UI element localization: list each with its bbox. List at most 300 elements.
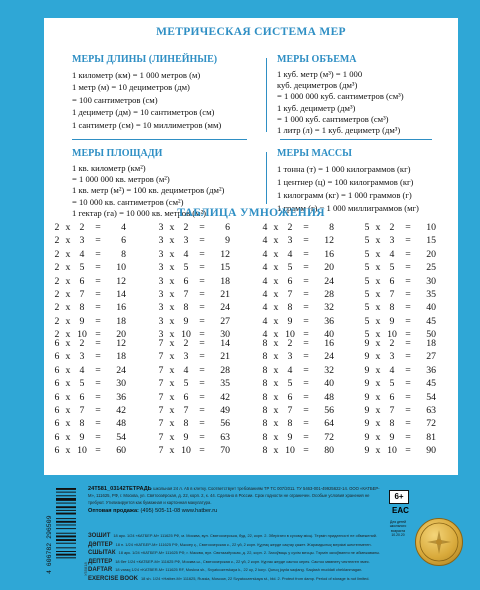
multiplication-cell: = [199, 329, 205, 341]
multiplication-cell: 20 [116, 329, 126, 341]
multiplication-cell: 4 [389, 364, 395, 376]
multiplication-cell: x [375, 262, 381, 274]
multiplication-cell: 56 [220, 418, 230, 430]
product-description [88, 486, 384, 507]
multiplication-cell: 35 [220, 378, 230, 390]
multiplication-row [362, 337, 436, 350]
multiplication-row [156, 337, 230, 350]
multiplication-cell: x [65, 288, 71, 300]
section-title-volume: МЕРЫ ОБЪЕМА [277, 54, 357, 65]
multiplication-cell: 7 [79, 404, 85, 416]
multiplication-cell: = [405, 378, 411, 390]
multiplication-column-2 [52, 221, 126, 342]
page-title: МЕТРИЧЕСКАЯ СИСТЕМА МЕР [156, 26, 346, 38]
multiplication-cell: = [303, 391, 309, 403]
multiplication-cell: = [405, 248, 411, 260]
multiplication-cell: 5 [79, 378, 85, 390]
multiplication-cell: = [199, 248, 205, 260]
multiplication-cell: x [273, 391, 279, 403]
multiplication-cell: x [65, 378, 71, 390]
multiplication-cell: 8 [262, 391, 268, 403]
multiplication-cell: = [303, 315, 309, 327]
multiplication-cell: x [273, 235, 279, 247]
multiplication-cell: x [65, 222, 71, 233]
divider-vertical-top [266, 58, 267, 132]
barcode-bar [56, 543, 76, 544]
multiplication-cell: x [273, 404, 279, 416]
multiplication-cell: x [169, 222, 175, 233]
multiplication-cell: x [375, 391, 381, 403]
multiplication-cell: 9 [183, 431, 189, 443]
multiplication-cell: = [303, 262, 309, 274]
multiplication-cell: x [375, 302, 381, 314]
multiplication-cell: x [169, 288, 175, 300]
multiplication-row [156, 377, 230, 390]
multiplication-cell: 9 [364, 391, 370, 403]
multiplication-cell: x [375, 275, 381, 287]
multiplication-row [156, 234, 230, 247]
multiplication-cell: x [65, 248, 71, 260]
multiplication-cell: 25 [426, 262, 436, 274]
brand-text: 18 бет 1/24 «КАТБЕР-М» 111625 РФ, Москва ш., Святоозерская к., 22 үй, 2 корп. Кургак жерде сактоо керек. Сактоо мөөнөтү чектелген эмес. [115, 558, 370, 564]
multiplication-cell: 50 [426, 329, 436, 341]
volume-line: 1 литр (л) = 1 куб. дециметр (дм³) [277, 125, 401, 136]
multiplication-row [260, 315, 334, 328]
barcode-bar [56, 533, 76, 534]
gold-medal-icon [415, 518, 463, 566]
multiplication-cell: 5 [79, 262, 85, 274]
multiplication-cell: = [95, 262, 101, 274]
multiplication-row [260, 337, 334, 350]
multiplication-cell: x [273, 288, 279, 300]
multiplication-cell: 8 [389, 302, 395, 314]
multiplication-cell: 36 [324, 315, 334, 327]
multiplication-cell: 4 [262, 222, 268, 233]
multiplication-cell: x [65, 445, 71, 457]
multiplication-row [260, 248, 334, 261]
multiplication-cell: 8 [79, 302, 85, 314]
multiplication-cell: 7 [287, 288, 293, 300]
multiplication-cell: x [375, 351, 381, 363]
multiplication-cell: x [65, 235, 71, 247]
multiplication-cell: 15 [220, 262, 230, 274]
multiplication-cell: = [95, 222, 101, 233]
divider-horizontal-right [280, 139, 432, 140]
multiplication-cell: 10 [387, 329, 397, 341]
multiplication-cell: 6 [183, 275, 189, 287]
multiplication-cell: 8 [262, 364, 268, 376]
section-title-area: МЕРЫ ПЛОЩАДИ [72, 148, 163, 159]
barcode-bar [56, 535, 76, 537]
multiplication-cell: = [95, 288, 101, 300]
multiplication-cell: 12 [324, 235, 334, 247]
multiplication-cell: x [273, 315, 279, 327]
multiplication-cell: 14 [220, 338, 230, 349]
multiplication-cell: 2 [54, 288, 60, 300]
multiplication-cell: = [303, 431, 309, 443]
multiplication-cell: 4 [79, 364, 85, 376]
multiplication-row [52, 248, 126, 261]
multiplication-cell: = [405, 288, 411, 300]
multiplication-cell: = [405, 351, 411, 363]
multiplication-cell: 9 [79, 431, 85, 443]
multiplication-cell: = [405, 391, 411, 403]
length-line: 1 дециметр (дм) = 10 сантиметров (см) [72, 107, 215, 118]
multiplication-row [362, 288, 436, 301]
multiplication-cell: 6 [54, 431, 60, 443]
multiplication-cell: 6 [54, 445, 60, 457]
multiplication-cell: 8 [183, 302, 189, 314]
multiplication-row [52, 431, 126, 444]
multiplication-cell: 90 [426, 445, 436, 457]
multiplication-cell: 30 [220, 329, 230, 341]
multiplication-row [156, 248, 230, 261]
multiplication-cell: 2 [54, 262, 60, 274]
multiplication-cell: = [95, 329, 101, 341]
multiplication-cell: 48 [116, 418, 126, 430]
multiplication-cell: = [95, 391, 101, 403]
multiplication-cell: 63 [220, 431, 230, 443]
multiplication-cell: 8 [287, 418, 293, 430]
multiplication-cell: x [273, 378, 279, 390]
multiplication-cell: 10 [77, 329, 87, 341]
multiplication-row [362, 234, 436, 247]
multiplication-cell: = [199, 275, 205, 287]
multiplication-cell: 6 [287, 391, 293, 403]
multiplication-cell: = [199, 222, 205, 233]
multiplication-cell: 4 [262, 275, 268, 287]
multiplication-cell: 9 [183, 315, 189, 327]
area-line: = 10 000 кв. сантиметров (см²) [72, 196, 184, 207]
multiplication-row [260, 391, 334, 404]
multiplication-cell: 5 [364, 235, 370, 247]
multiplication-cell: 54 [426, 391, 436, 403]
multiplication-cell: 5 [364, 248, 370, 260]
multiplication-cell: = [199, 431, 205, 443]
multiplication-cell: 2 [79, 338, 85, 349]
length-line: 1 сантиметр (см) = 10 миллиметров (мм) [72, 119, 222, 130]
multiplication-cell: 6 [54, 418, 60, 430]
multiplication-row [156, 288, 230, 301]
multiplication-cell: 8 [262, 445, 268, 457]
multiplication-cell: 3 [287, 235, 293, 247]
multiplication-cell: = [405, 431, 411, 443]
multiplication-cell: = [405, 315, 411, 327]
multiplication-cell: 3 [287, 351, 293, 363]
multiplication-cell: 3 [183, 351, 189, 363]
length-line: = 100 сантиметров (см) [72, 94, 158, 105]
multiplication-row [260, 301, 334, 314]
mass-line: 1 центнер (ц) = 100 килограммов (кг) [277, 177, 414, 187]
multiplication-cell: 6 [79, 391, 85, 403]
multiplication-row [52, 221, 126, 234]
multiplication-cell: 7 [158, 404, 164, 416]
multiplication-cell: 81 [426, 431, 436, 443]
multiplication-cell: 2 [389, 222, 395, 233]
brand-name: ЗОШИТ [88, 533, 111, 539]
multiplication-cell: = [95, 248, 101, 260]
brand-text: 18 п. 1/24 «КАТБЕР-М» 111625 РФ, Мәскеу қ., Святоозерская к., 22 үй, 2 корп. Құрғақ жерде сақтау қажет. Жарамдылық мерзімі шектелмеген. [115, 541, 372, 547]
multiplication-cell: 7 [158, 364, 164, 376]
multiplication-cell: 3 [158, 248, 164, 260]
multiplication-cell: 40 [324, 329, 334, 341]
multiplication-row [260, 261, 334, 274]
multiplication-cell: x [65, 418, 71, 430]
multiplication-cell: x [375, 235, 381, 247]
multiplication-cell: x [273, 222, 279, 233]
multiplication-cell: = [199, 364, 205, 376]
multiplication-cell: 30 [426, 275, 436, 287]
multiplication-cell: = [405, 338, 411, 349]
barcode [44, 486, 86, 578]
multiplication-row [52, 288, 126, 301]
product-title: 24Т581_03142ТЕТРАДЬ [88, 486, 152, 492]
barcode-bar [56, 554, 76, 556]
multiplication-cell: x [169, 302, 175, 314]
multiplication-cell: 4 [262, 288, 268, 300]
multiplication-row [260, 275, 334, 288]
multiplication-cell: 10 [181, 329, 191, 341]
multiplication-row [52, 444, 126, 457]
multiplication-cell: x [65, 302, 71, 314]
multiplication-cell: 4 [262, 302, 268, 314]
multiplication-cell: x [375, 404, 381, 416]
multiplication-cell: 2 [54, 329, 60, 341]
multiplication-cell: = [199, 235, 205, 247]
multiplication-cell: = [303, 338, 309, 349]
multiplication-cell: = [95, 338, 101, 349]
barcode-bar [56, 521, 76, 523]
multiplication-cell: 12 [116, 275, 126, 287]
multiplication-cell: = [95, 275, 101, 287]
multiplication-cell: 2 [79, 222, 85, 233]
multiplication-cell: 3 [389, 351, 395, 363]
brand-text: 18 арк. 1/24 «КАТБЕР-М» 111625 РФ, м. Москва, вул. Святоозерська, буд. 22, корп. 2. Зберігати в сухому місці. Термін придатності не обмежений. [113, 533, 378, 538]
multiplication-cell: = [303, 222, 309, 233]
multiplication-cell: 56 [324, 404, 334, 416]
multiplication-cell: = [405, 235, 411, 247]
multiplication-cell: x [169, 262, 175, 274]
multiplication-cell: 18 [116, 351, 126, 363]
multiplication-cell: 42 [116, 404, 126, 416]
multiplication-row [362, 444, 436, 457]
multiplication-cell: = [199, 404, 205, 416]
multiplication-cell: 7 [389, 404, 395, 416]
multiplication-cell: 6 [225, 222, 230, 233]
multiplication-cell: = [303, 378, 309, 390]
multiplication-row [362, 248, 436, 261]
multiplication-cell: 8 [389, 418, 395, 430]
brand-text: 18 varaq 1/24 «KATBER-M» 111625 RF, Moskva sh., Svyatoozerskaya k., 22 uy, 2 korp. Quruq joyda saqlang. Saqlash muddati cheklanmagan. [115, 567, 363, 572]
multiplication-cell: 72 [426, 418, 436, 430]
multiplication-cell: = [199, 391, 205, 403]
multiplication-cell: 5 [287, 262, 293, 274]
volume-line: 1 куб. метр (м³) = 1 000 [277, 69, 363, 79]
multiplication-cell: 9 [364, 338, 370, 349]
multiplication-cell: = [199, 378, 205, 390]
multiplication-cell: 60 [116, 445, 126, 457]
multiplication-row [156, 301, 230, 314]
multiplication-cell: x [169, 275, 175, 287]
multiplication-cell: 8 [262, 418, 268, 430]
multiplication-cell: 3 [158, 329, 164, 341]
multiplication-cell: 5 [287, 378, 293, 390]
multiplication-cell: = [405, 418, 411, 430]
multiplication-cell: = [405, 275, 411, 287]
multiplication-cell: x [375, 248, 381, 260]
multiplication-cell: x [375, 364, 381, 376]
multiplication-row [52, 350, 126, 363]
barcode-bar [56, 551, 76, 552]
multiplication-cell: x [169, 391, 175, 403]
multiplication-cell: 9 [364, 351, 370, 363]
multiplication-row [156, 444, 230, 457]
multiplication-cell: 2 [54, 302, 60, 314]
multiplication-cell: 8 [262, 404, 268, 416]
multiplication-cell: 6 [287, 275, 293, 287]
multiplication-cell: = [303, 445, 309, 457]
multiplication-cell: 8 [262, 431, 268, 443]
multiplication-cell: x [65, 391, 71, 403]
multiplication-cell: 6 [54, 391, 60, 403]
multiplication-cell: 6 [389, 391, 395, 403]
multiplication-cell: 28 [220, 364, 230, 376]
multiplication-row [52, 337, 126, 350]
multiplication-cell: 3 [158, 302, 164, 314]
multiplication-cell: 2 [54, 235, 60, 247]
multiplication-row [362, 261, 436, 274]
multiplication-cell: x [169, 404, 175, 416]
brand-row [88, 532, 384, 541]
multiplication-cell: 2 [54, 222, 60, 233]
wholesale-line [88, 507, 384, 515]
multiplication-column-9 [362, 337, 436, 458]
multiplication-cell: x [65, 351, 71, 363]
multiplication-cell: x [375, 288, 381, 300]
multiplication-row [52, 301, 126, 314]
multiplication-cell: = [95, 445, 101, 457]
multiplication-cell: 7 [158, 431, 164, 443]
multiplication-cell: x [375, 329, 381, 341]
multiplication-cell: 9 [79, 315, 85, 327]
divider-vertical-bottom [266, 152, 267, 204]
multiplication-cell: 3 [158, 222, 164, 233]
multiplication-cell: = [199, 351, 205, 363]
multiplication-cell: 15 [426, 235, 436, 247]
multiplication-cell: 10 [426, 222, 436, 233]
multiplication-cell: 6 [183, 391, 189, 403]
multiplication-cell: 10 [116, 262, 126, 274]
multiplication-cell: = [303, 302, 309, 314]
multiplication-cell: 36 [426, 364, 436, 376]
multiplication-row [362, 391, 436, 404]
multiplication-cell: 5 [183, 262, 189, 274]
multiplication-cell: 18 [426, 338, 436, 349]
multiplication-row [362, 404, 436, 417]
brand-name: СШЫТАК [88, 550, 116, 556]
multiplication-cell: 16 [116, 302, 126, 314]
multiplication-cell: 9 [225, 235, 230, 247]
multiplication-cell: 2 [54, 315, 60, 327]
multiplication-cell: = [303, 418, 309, 430]
multiplication-column-6 [52, 337, 126, 458]
multiplication-cell: 8 [183, 418, 189, 430]
volume-line: = 1 000 куб. сантиметров (см³) [277, 113, 389, 124]
multiplication-cell: 7 [158, 418, 164, 430]
multiplication-row [362, 301, 436, 314]
multiplication-cell: = [405, 445, 411, 457]
brand-row [88, 558, 384, 567]
multiplication-row [156, 275, 230, 288]
multiplication-cell: 24 [324, 351, 334, 363]
multiplication-cell: x [65, 262, 71, 274]
brand-text: 18 арк. 1/24 «КАТБЕР-М» 111625 РФ, г. Масква, вул. Святаазёрская, д. 22, корп. 2. Захоўваць у сухім месцы. Тэрмін захоўвання не абмежаваны. [118, 550, 381, 555]
multiplication-cell: 18 [220, 275, 230, 287]
multiplication-cell: x [273, 351, 279, 363]
multiplication-cell: 36 [116, 391, 126, 403]
multiplication-cell: 4 [183, 248, 189, 260]
multiplication-cell: x [65, 275, 71, 287]
barcode-bar [56, 498, 76, 501]
multiplication-cell: 6 [79, 275, 85, 287]
multiplication-cell: x [169, 418, 175, 430]
multiplication-row [52, 377, 126, 390]
multiplication-cell: 8 [262, 351, 268, 363]
multiplication-cell: = [303, 235, 309, 247]
multiplication-cell: x [169, 378, 175, 390]
multiplication-cell: x [375, 431, 381, 443]
multiplication-cell: x [375, 315, 381, 327]
multiplication-row [260, 417, 334, 430]
multiplication-cell: 3 [158, 315, 164, 327]
multiplication-cell: = [95, 378, 101, 390]
length-line: 1 километр (км) = 1 000 метров (м) [72, 70, 201, 80]
multiplication-row [362, 275, 436, 288]
multiplication-row [260, 431, 334, 444]
multiplication-cell: 28 [324, 288, 334, 300]
multiplication-cell: = [95, 431, 101, 443]
multiplication-cell: = [405, 329, 411, 341]
multiplication-cell: 18 [116, 315, 126, 327]
multiplication-cell: x [375, 338, 381, 349]
multiplication-cell: 45 [426, 315, 436, 327]
multiplication-cell: 5 [389, 262, 395, 274]
multiplication-cell: 27 [426, 351, 436, 363]
multiplication-cell: = [199, 338, 205, 349]
multiplication-row [260, 377, 334, 390]
multiplication-cell: 24 [116, 364, 126, 376]
multiplication-cell: 4 [262, 262, 268, 274]
multiplication-cell: 5 [389, 378, 395, 390]
multiplication-cell: 6 [54, 351, 60, 363]
multiplication-cell: 3 [183, 235, 189, 247]
multiplication-cell: x [169, 315, 175, 327]
multiplication-cell: 3 [389, 235, 395, 247]
multiplication-row [156, 391, 230, 404]
multiplication-cell: x [273, 418, 279, 430]
multiplication-cell: = [199, 445, 205, 457]
mass-line: 1 грамм (г) = 1 000 миллиграммов (мг) [277, 203, 419, 213]
multiplication-cell: = [303, 351, 309, 363]
multiplication-cell: 7 [389, 288, 395, 300]
multiplication-cell: 5 [364, 329, 370, 341]
multiplication-cell: 2 [54, 248, 60, 260]
multiplication-cell: 7 [183, 404, 189, 416]
multiplication-cell: 6 [54, 378, 60, 390]
multiplication-cell: 4 [262, 235, 268, 247]
product-text: школьная 24 л. А5 в клетку. Соответствует требованиям ТР ТС 007/2011. ТУ 5463-001-49925622-14. ООО «КАТБЕР-М», 111625, РФ, г. Москва, ул. Святоозёрская, д. 22, корп. 2, к. 44. Сделано в России. Срок годности не ограничен. Особые условия хранения не требуют. Утилизируется как бумажная и картонная макулатура. [88, 486, 380, 505]
area-line: 1 кв. километр (км²) [72, 163, 146, 173]
